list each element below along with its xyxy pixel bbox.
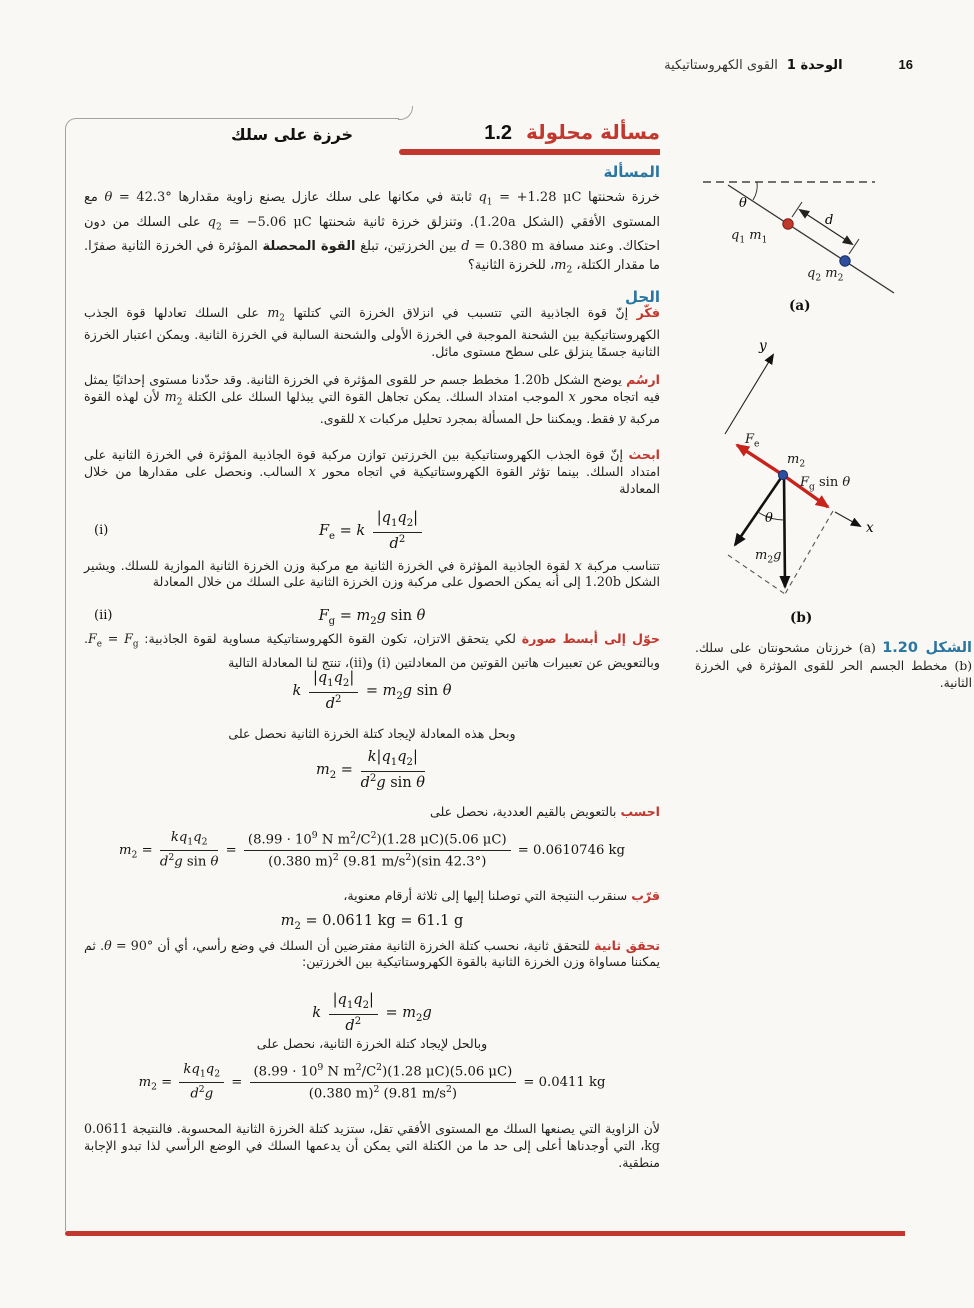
angle-theta-label: θ	[739, 196, 747, 211]
line-solve-1: وبحل هذه المعادلة لإيجاد كتلة الخرزة الثانية نحصل على	[228, 726, 516, 741]
solved-problem-heading	[484, 120, 660, 145]
weight-arrow	[784, 475, 785, 587]
page-header	[664, 57, 913, 73]
unit-label: الوحدة 1	[786, 58, 843, 73]
paragraph-check-text: للتحقق ثانية، نحسب كتلة الخرزة الثانية مفترضين أن السلك في وضع رأسي، أي أن θ = 90°. ثم يمكننا مساواة وزن الخرزة الثانية بالقوة الكهروستاتيكية بين الخرزتين:	[84, 938, 660, 970]
keyword-simplify: حوّل إلى أبسط صورة	[521, 631, 661, 646]
solved-problem-label: مسألة محلولة	[526, 120, 660, 144]
keyword-check: تحقق ثانية	[594, 938, 660, 953]
problem-statement: خرزة شحنتها $q_1 = +1.28$ μC ثابتة في مكانها على سلك عازل يصنع زاوية مقدارها θ = 42.3° مع المستوى الأفقي (الشكل 1.20a). وتنزلق خرزة ثانية شحنتها $q_2 = -5.06$ μC على السلك من دون احتكاك. وعند مسافة d = 0.380 m بين الخرزتين، تبلغ القوة المحصلة المؤثرة في الخرزة الثانية صفرًا. ما مقدار الكتلة، $m_2،$ للخرزة الثانية؟	[84, 190, 660, 276]
paragraph-round-text: سنقرب النتيجة التي توصلنا إليها إلى ثلاثة أرقام معنوية،	[343, 888, 628, 903]
problem-box-bottom-rule	[65, 1231, 905, 1236]
solved-problem-number: 1.2	[484, 122, 513, 144]
unit-title: القوى الكهروستاتيكية	[664, 58, 778, 73]
y-axis-label: y	[759, 338, 767, 354]
keyword-research: ابحث	[628, 447, 660, 462]
equation-ii-body: $F_g = m_2g$ sin θ	[318, 608, 426, 627]
paragraph-simplify-text: لكي يتحقق الاتزان، تكون القوة الكهروستاتيكية مساوية لقوة الجاذبية: $F_e = F_g$. وبالتعويض عن تعبيرات هاتين القوتين من المعادلتين (i) و(ii)، تنتج لنا المعادلة التالية	[84, 631, 660, 670]
bead-1-positive	[783, 219, 793, 229]
x-axis	[835, 512, 860, 526]
electrostatic-force-label: $F_e$	[745, 432, 760, 450]
dashed-construction-line-2	[785, 511, 833, 594]
distance-label: d	[825, 213, 834, 228]
weight-label: $m_2g$	[755, 548, 782, 566]
heading-red-underline	[399, 149, 660, 155]
x-axis-label: x	[866, 520, 874, 536]
page-number: 16	[898, 57, 913, 72]
distance-tick-2	[849, 239, 859, 254]
bead-mass-label: $m_2$	[787, 452, 806, 470]
paragraph-calculate	[84, 804, 660, 821]
figure-a-beads-on-wire	[697, 166, 965, 318]
angle-theta-label: θ	[765, 511, 773, 526]
equation-balance: k $\frac{|q_1q_2|}{d^2}$ = $m_2g$ sin θ	[292, 670, 452, 712]
keyword-sketch: ارسُم	[626, 372, 660, 387]
bead-1-label: $q_1$ $m_1$	[731, 228, 768, 246]
bead-2-negative	[840, 256, 850, 266]
paragraph-research-text: إنّ قوة الجذب الكهروستاتيكية بين الخرزتين توازن مركبة قوة الجاذبية المؤثرة في الخرزة الثانية على امتداد السلك. بينما تؤثر القوة الكهروستاتيكية في اتجاه محور x السالب. ونحصل على مقدارها من خلال المعادلة	[84, 447, 660, 496]
equation-i	[84, 508, 660, 554]
paragraph-round	[84, 888, 660, 905]
section-heading-problem: المسألة	[603, 163, 660, 181]
figure-a-tag: (a)	[789, 298, 811, 314]
perpendicular-component-arrow	[735, 475, 783, 545]
problem-box-tab-curve	[398, 106, 413, 120]
figure-b-free-body-diagram	[697, 332, 965, 630]
equation-ii-label: (ii)	[94, 608, 113, 623]
figure-caption-text: (a) خرزتان مشحونتان على سلك. (b) مخطط الجسم الحر للقوى المؤثرة في الخرزة الثانية.	[695, 641, 972, 690]
keyword-think: فكّر	[636, 305, 660, 320]
paragraph-simplify	[84, 630, 660, 671]
equation-calculation: $m_2$ = $\frac{kq_1q_2}{d^2g \sin \theta}$ = $\frac{(8.99 \cdot 10^9 N m^2/C^2)(1.28 \mu C)(5.06 \mu C)}{(0.380 m)^2 (9.81 m/s^2)(\sin 42.3^\circ)}$ = 0.0610746 kg	[119, 830, 625, 870]
paragraph-check	[84, 938, 660, 971]
distance-tick-1	[792, 202, 802, 217]
problem-title: خرزة على سلك	[230, 125, 354, 144]
y-axis	[725, 355, 773, 434]
paragraph-think-text: إنّ قوة الجاذبية التي تتسبب في انزلاق الخرزة التي كتلتها $m_2$ على السلك تعادلها قوة الجذب الكهروستاتيكية بين الشحنة الموجبة في الخرزة الأولى والشحنة السالبة في الخرزة الثانية. ويمكن اعتبار الخرزة الثانية جسمًا ينزلق على سطح مستوى مائل.	[84, 305, 660, 360]
keyword-calculate: احسب	[620, 804, 660, 819]
angle-arc	[753, 182, 757, 200]
section-heading-solution: الحل	[625, 288, 660, 306]
line-solve-2: وبالحل لإيجاد كتلة الخرزة الثانية، نحصل على	[256, 1036, 488, 1051]
paragraph-sketch	[84, 372, 660, 428]
paragraph-between: تتناسب مركبة x لقوة الجاذبية المؤثرة في الخرزة الثانية مع مركبة وزن الخرزة الثانية الموازية للسلك. ويشير الشكل 1.20b إلى أنه يمكن الحصول على مركبة وزن الخرزة الثانية على السلك من خلال المعادلة	[84, 558, 660, 590]
paragraph-closing: لأن الزاوية التي يصنعها السلك مع المستوى الأفقي تقل، ستزيد كتلة الخرزة الثانية المحسوبة. فالنتيجة 0.0611 kg، التي أوجدناها أعلى إلى حد ما من الكتلة التي يمكن أن يدعمها السلك في الوضع الرأسي لذا تبدو الإجابة منطقية.	[84, 1121, 660, 1170]
paragraph-calculate-text: بالتعويض بالقيم العددية، نحصل على	[429, 804, 617, 819]
equation-calculation-2: $m_2$ = $\frac{kq_1q_2}{d^2g}$ = $\frac{(8.99 \cdot 10^9 N m^2/C^2)(1.28 \mu C)(5.06 \mu C)}{(0.380 m)^2 (9.81 m/s^2)}$ = 0.0411 kg	[138, 1062, 606, 1102]
equation-ii	[84, 604, 660, 628]
bead-2-label: $q_2$ $m_2$	[807, 266, 844, 284]
figure-caption-label: الشكل 1.20	[882, 640, 972, 656]
equation-i-body: $F_e = k$ $\frac{|q_1q_2|}{d^2}$	[319, 523, 425, 539]
gravity-component-label: $F_g$ sin θ	[800, 475, 851, 493]
keyword-round: قرّب	[631, 888, 660, 903]
figure-caption	[695, 640, 972, 693]
equation-rounded-result: $m_2 = 0.0611$ kg = 61.1 g	[280, 913, 464, 932]
paragraph-sketch-text: يوضح الشكل 1.20b مخطط جسم حر للقوى المؤثرة في الخرزة الثانية. وقد حدّدنا مستوى إحداثيًا يمثل فيه اتجاه محور x الموجب امتداد السلك. يمكن تجاهل القوة التي يبذلها السلك على الكتلة $m_2$ لأن لهذه القوة مركبة y فقط. ويمكننا حل المسألة بمجرد تحليل مركبات x للقوى.	[84, 372, 660, 427]
paragraph-research	[84, 447, 660, 497]
equation-i-label: (i)	[94, 523, 109, 538]
figure-b-tag: (b)	[790, 610, 813, 626]
paragraph-think	[84, 305, 660, 361]
bead-m2	[778, 470, 787, 479]
equation-m2: $m_2$ = $\frac{k|q_1q_2|}{d^2g \sin \theta}$	[316, 749, 425, 791]
electrostatic-force-arrow	[737, 445, 783, 475]
equation-vertical: k $\frac{|q_1q_2|}{d^2}$ = $m_2g$	[312, 992, 432, 1034]
